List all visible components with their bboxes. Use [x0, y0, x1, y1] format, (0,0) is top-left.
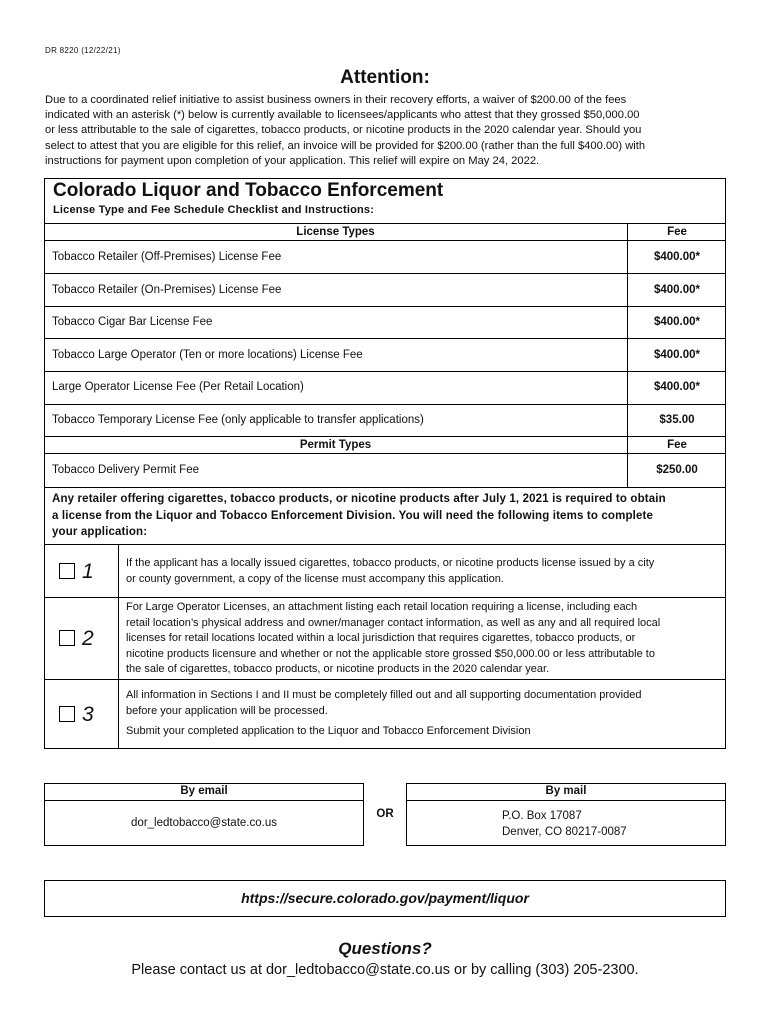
checklist-line: All information in Sections I and II must be completely filled out and all supporting documentation provided [126, 689, 642, 701]
permit-row-fee: $250.00 [656, 464, 698, 476]
license-requirement-notice [52, 491, 722, 541]
checklist-number: 1 [82, 560, 94, 583]
mailing-address-line: Denver, CO 80217-0087 [502, 826, 627, 838]
permit-fee-header: Fee [667, 439, 687, 451]
checklist-line: Submit your completed application to the Liquor and Tobacco Enforcement Division [126, 725, 531, 737]
checklist-checkbox-2[interactable] [59, 630, 75, 646]
checklist-number: 2 [82, 627, 94, 650]
page-title: Colorado Liquor and Tobacco Enforcement [53, 180, 444, 201]
checklist-line: For Large Operator Licenses, an attachment listing each retail location requiring a license, including each [126, 601, 638, 613]
attention-line: or less attributable to the sale of cigarettes, tobacco products, or nicotine products in the 2020 calendar year. Should you [45, 124, 642, 137]
checklist-line: the sale of cigarettes, tobacco products, or nicotine products in the 2020 calendar year. [126, 663, 550, 675]
checklist-number: 3 [82, 703, 94, 726]
attention-paragraph [45, 93, 735, 169]
license-row-name: Large Operator License Fee (Per Retail Location) [52, 381, 304, 393]
by-mail-label: By mail [545, 785, 587, 797]
checklist-line: before your application will be processed. [126, 704, 328, 717]
divider [406, 800, 726, 801]
license-row-fee: $400.00* [653, 316, 701, 328]
attention-line: Due to a coordinated relief initiative to assist business owners in their recovery efforts, a waiver of $200.00 of the fees [45, 94, 627, 106]
payment-url-link[interactable]: https://secure.colorado.gov/payment/liquor [241, 890, 529, 906]
attention-title: Attention: [340, 67, 430, 88]
mailing-address [502, 808, 627, 840]
form-number: DR 8220 (12/22/21) [45, 46, 121, 55]
divider [44, 273, 726, 274]
checklist-item-3-text [126, 688, 722, 740]
license-row-fee: $400.00* [653, 349, 701, 361]
checklist-checkbox-1[interactable] [59, 563, 75, 579]
divider [44, 240, 726, 241]
license-fee-header: Fee [667, 226, 687, 238]
divider [44, 371, 726, 372]
contact-info: Please contact us at dor_ledtobacco@state.co.us or by calling (303) 205-2300. [131, 962, 639, 978]
by-email-label: By email [180, 785, 228, 797]
questions-title: Questions? [338, 939, 432, 958]
attention-line: instructions for payment upon completion of your application. This relief will expire on May 24, 2022. [45, 154, 540, 167]
divider [44, 544, 726, 545]
divider [44, 453, 726, 454]
page-subtitle: License Type and Fee Schedule Checklist and Instructions: [53, 204, 375, 216]
divider [44, 679, 726, 680]
license-row-fee: $400.00* [653, 251, 701, 263]
or-separator: OR [376, 808, 394, 820]
checklist-item-1-text [126, 556, 722, 587]
checklist-column-divider [118, 544, 119, 749]
divider [44, 306, 726, 307]
divider [44, 800, 364, 801]
checklist-line: or county government, a copy of the license must accompany this application. [126, 572, 504, 585]
checklist-line: If the applicant has a locally issued cigarettes, tobacco products, or nicotine products license issued by a city [126, 557, 655, 569]
divider [44, 436, 726, 437]
notice-line: a license from the Liquor and Tobacco Enforcement Division. You will need the following items to complete [52, 509, 654, 522]
license-row-fee: $35.00 [659, 414, 695, 426]
divider [44, 597, 726, 598]
submission-email-link[interactable]: dor_ledtobacco@state.co.us [131, 817, 277, 829]
checklist-line: licenses for retail locations located within a local jurisdiction that requires cigarettes, tobacco products, or [126, 632, 636, 644]
mailing-address-line: P.O. Box 17087 [502, 810, 582, 822]
license-row-fee: $400.00* [653, 284, 701, 296]
checklist-item-2-text [126, 600, 722, 678]
license-row-name: Tobacco Temporary License Fee (only applicable to transfer applications) [52, 414, 424, 426]
attention-line: select to attest that you are eligible for this relief, an invoice will be provided for $200.00 (rather than the full $400.00) with [45, 139, 646, 152]
notice-line: your application: [52, 526, 148, 538]
checklist-line: nicotine products licensure and whether or not the applicable store grossed $50,000.00 or less attributable to [126, 647, 655, 660]
notice-line: Any retailer offering cigarettes, tobacco products, or nicotine products after July 1, 2021 is required to obtain [52, 493, 666, 505]
checklist-checkbox-3[interactable] [59, 706, 75, 722]
license-row-name: Tobacco Large Operator (Ten or more locations) License Fee [52, 349, 363, 361]
permit-row-name: Tobacco Delivery Permit Fee [52, 464, 199, 476]
divider [44, 223, 726, 224]
divider [44, 404, 726, 405]
divider [44, 487, 726, 488]
license-row-name: Tobacco Retailer (Off-Premises) License Fee [52, 251, 282, 263]
license-row-name: Tobacco Retailer (On-Premises) License Fee [52, 284, 282, 296]
checklist-line: retail location’s physical address and owner/manager contact information, as well as any and all required local [126, 616, 661, 629]
license-row-fee: $400.00* [653, 381, 701, 393]
license-types-header: License Types [296, 226, 375, 238]
divider [44, 338, 726, 339]
license-row-name: Tobacco Cigar Bar License Fee [52, 316, 213, 328]
permit-types-header: Permit Types [299, 439, 372, 451]
attention-line: indicated with an asterisk (*) below is currently available to licensees/applicants who attest that they grossed $50,000.00 [45, 109, 640, 122]
